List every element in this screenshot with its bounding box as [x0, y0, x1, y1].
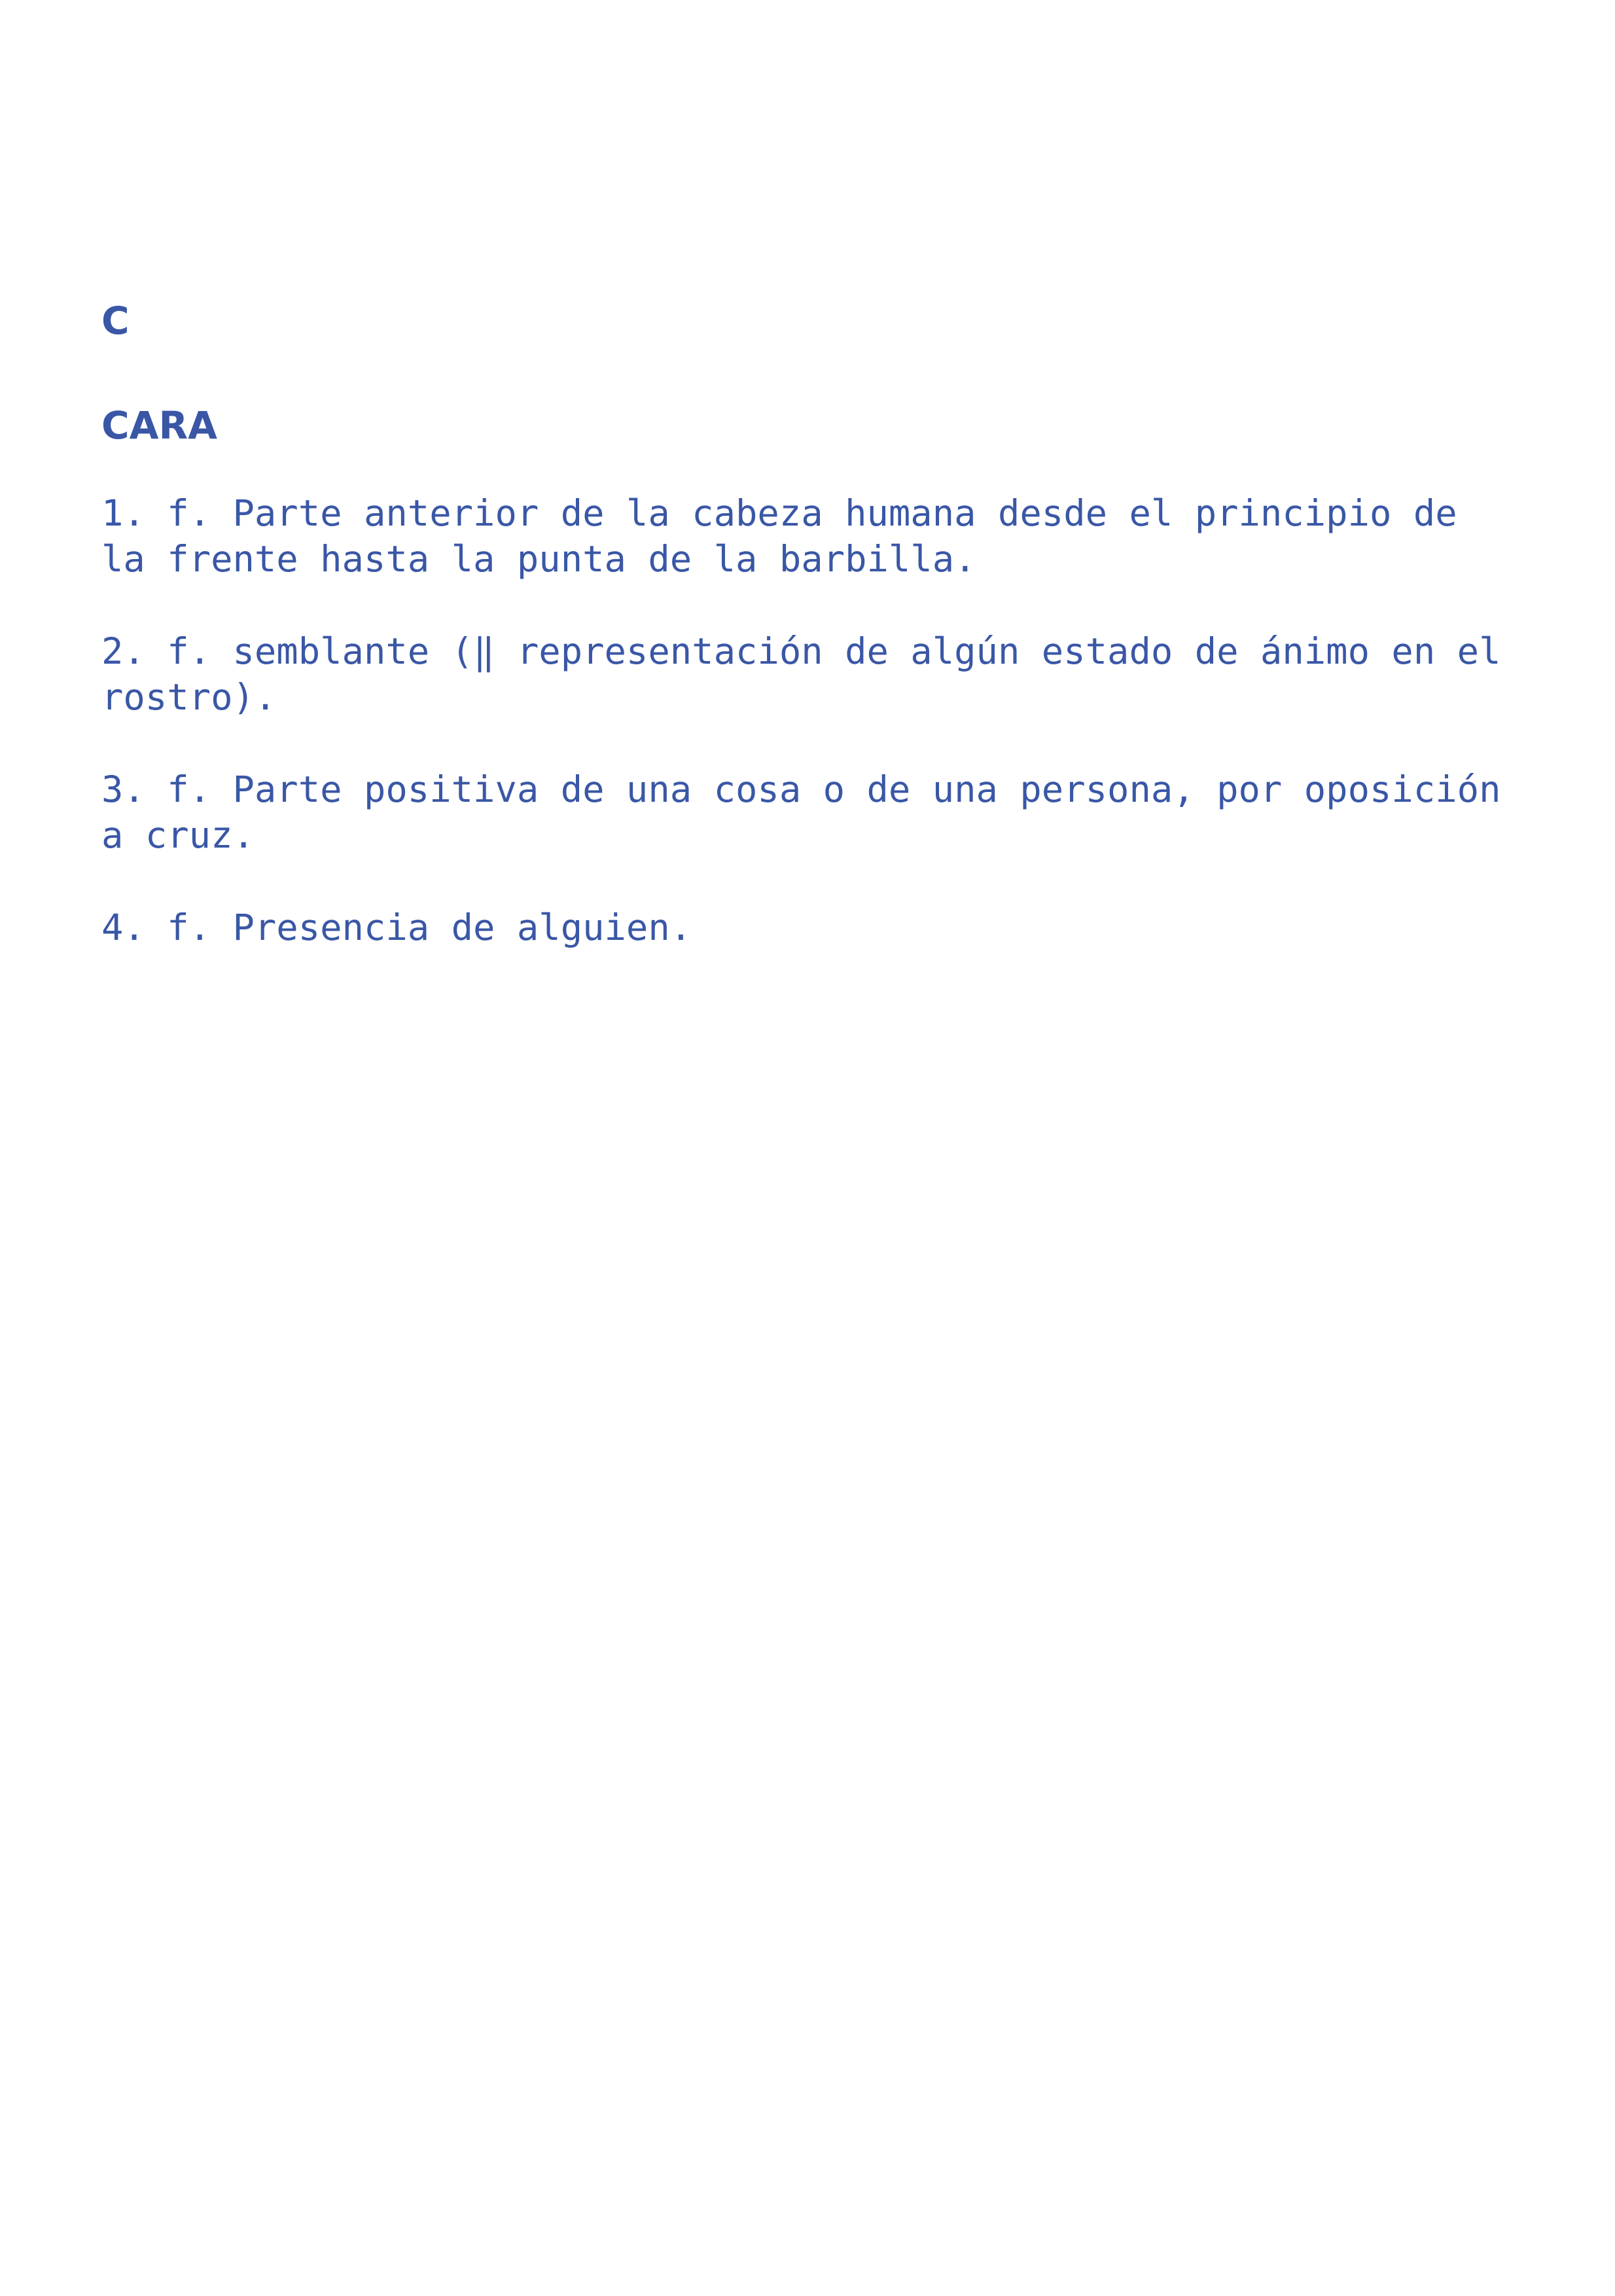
definition-3: 3. f. Parte positiva de una cosa o de una persona, por oposición a cruz.	[101, 768, 1501, 857]
section-letter: C	[101, 298, 130, 343]
definition-list	[101, 491, 1515, 951]
dictionary-content	[101, 295, 1515, 997]
definition-4: 4. f. Presencia de alguien.	[101, 906, 692, 949]
definition-1: 1. f. Parte anterior de la cabeza humana desde el principio de la frente hasta la punta de la barbilla.	[101, 492, 1457, 581]
entry-word: CARA	[101, 403, 218, 448]
definition-2: 2. f. semblante (‖ representación de algún estado de ánimo en el rostro).	[101, 630, 1501, 719]
